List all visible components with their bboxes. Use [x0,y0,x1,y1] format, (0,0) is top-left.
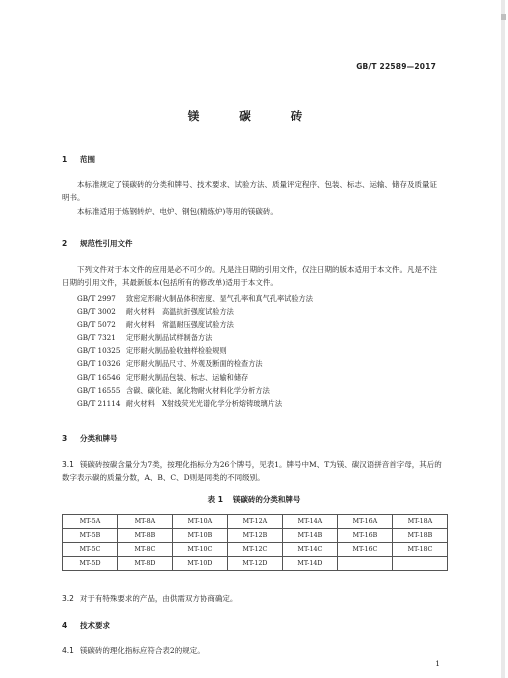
reference-title: 定形耐火制品验收抽样检验规则 [126,346,227,356]
clause-3-1 [62,458,442,484]
reference-item [77,357,313,370]
reference-item [77,397,313,410]
table-cell: MT-10D [172,557,227,571]
clause-text: 镁碳砖按碳含量分为7类，按理化指标分为26个牌号，见表1。牌号中M、T为镁、碳汉语拼音首字母，其后的数字表示碳的质量分数，A、B、C、D则是同类的不同级别。 [62,460,442,482]
reference-title: 含碳、碳化硅、氮化物耐火材料化学分析方法 [126,385,270,395]
clause-text: 镁碳砖的理化指标应符合表2的规定。 [79,646,205,655]
section-3-heading [62,433,118,444]
clause-number: 3.2 [62,594,74,603]
reference-item [77,331,313,344]
section-number: 3 [62,434,68,443]
section-title: 规范性引用文件 [80,239,133,248]
table-cell: MT-8B [117,529,172,543]
reference-title: 定形耐火制品试样制备方法 [126,333,213,343]
reference-code: GB/T 16546 [77,372,121,382]
reference-code: GB/T 10326 [77,359,121,369]
reference-title: 定形耐火制品尺寸、外观及断面的检查方法 [126,359,263,369]
reference-code: GB/T 16555 [77,385,121,395]
section-2-intro: 下列文件对于本文件的应用是必不可少的。凡是注日期的引用文件，仅注日期的版本适用于本文件。凡是不注日期的引用文件，其最新版本(包括所有的修改单)适用于本文件。 [62,265,437,287]
table-cell: MT-10A [172,515,227,529]
table-1-caption [0,494,508,505]
section-1-paragraph-1: 本标准规定了镁碳砖的分类和牌号、技术要求、试验方法、质量评定程序、包装、标志、运输、储存及质量证明书。 [62,180,437,202]
reference-code: GB/T 7321 [77,333,116,343]
table-cell: MT-12B [227,529,282,543]
grade-table [62,514,448,571]
clause-number: 3.1 [62,460,74,469]
clause-3-2 [62,592,442,605]
reference-item [77,292,313,305]
table-cell: MT-5D [63,557,118,571]
section-1-paragraph-2: 本标准适用于炼钢转炉、电炉、钢包(精炼炉)等用的镁碳砖。 [77,207,278,216]
reference-title: 耐火材料 常温耐压强度试验方法 [126,320,234,330]
table-cell: MT-16B [337,529,392,543]
reference-code: GB/T 21114 [77,398,121,408]
scroll-marker [501,14,506,20]
reference-item [77,384,313,397]
document-title: 镁 碳 砖 [187,109,321,123]
table-row [63,515,448,529]
reference-item [77,305,313,318]
reference-item [77,318,313,331]
section-number: 1 [62,155,68,164]
table-cell: MT-12D [227,557,282,571]
section-1-heading [62,154,95,165]
standard-number: GB/T 22589—2017 [356,62,436,71]
table-cell: MT-18B [392,529,447,543]
section-number: 4 [62,621,68,630]
table-cell: MT-10B [172,529,227,543]
clause-text: 对于有特殊要求的产品，由供需双方协商确定。 [79,594,238,603]
table-cell: MT-8D [117,557,172,571]
table-cell: MT-8A [117,515,172,529]
table-cell: MT-14D [282,557,337,571]
table-cell: MT-10C [172,543,227,557]
section-title: 范围 [80,155,95,164]
reference-title: 致密定形耐火制品体积密度、显气孔率和真气孔率试验方法 [126,294,313,303]
table-cell: MT-5C [63,543,118,557]
clause-number: 4.1 [62,646,74,655]
section-4-heading [62,620,110,631]
table-cell: MT-18C [392,543,447,557]
table-row [63,557,448,571]
clause-4-1 [62,644,442,657]
table-cell: MT-14C [282,543,337,557]
table-cell [392,557,447,571]
reference-title: 耐火材料 X射线荧光光谱化学分析熔铸玻璃片法 [126,398,283,408]
table-cell: MT-5B [63,529,118,543]
reference-title: 耐火材料 高温抗折强度试验方法 [126,307,234,317]
reference-item [77,371,313,384]
table-row [63,543,448,557]
reference-code: GB/T 5072 [77,320,116,330]
table-cell: MT-12A [227,515,282,529]
table-cell: MT-16A [337,515,392,529]
section-number: 2 [62,239,68,248]
page-number: 1 [435,659,440,668]
table-title: 镁碳砖的分类和牌号 [232,495,301,504]
table-cell [337,557,392,571]
section-2-heading [62,238,133,249]
reference-item [77,344,313,357]
table-cell: MT-14B [282,529,337,543]
table-cell: MT-14A [282,515,337,529]
page-edge [501,0,505,678]
reference-title: 定形耐火制品包装、标志、运输和储存 [126,372,249,382]
normative-reference-list [77,292,313,410]
table-cell: MT-16C [337,543,392,557]
table-label: 表 1 [207,495,223,504]
table-cell: MT-5A [63,515,118,529]
table-cell: MT-18A [392,515,447,529]
section-title: 技术要求 [80,621,110,630]
section-title: 分类和牌号 [80,434,118,443]
reference-code: GB/T 3002 [77,307,116,317]
table-cell: MT-8C [117,543,172,557]
table-row [63,529,448,543]
table-cell: MT-12C [227,543,282,557]
reference-code: GB/T 10325 [77,346,121,356]
reference-code: GB/T 2997 [77,294,116,303]
